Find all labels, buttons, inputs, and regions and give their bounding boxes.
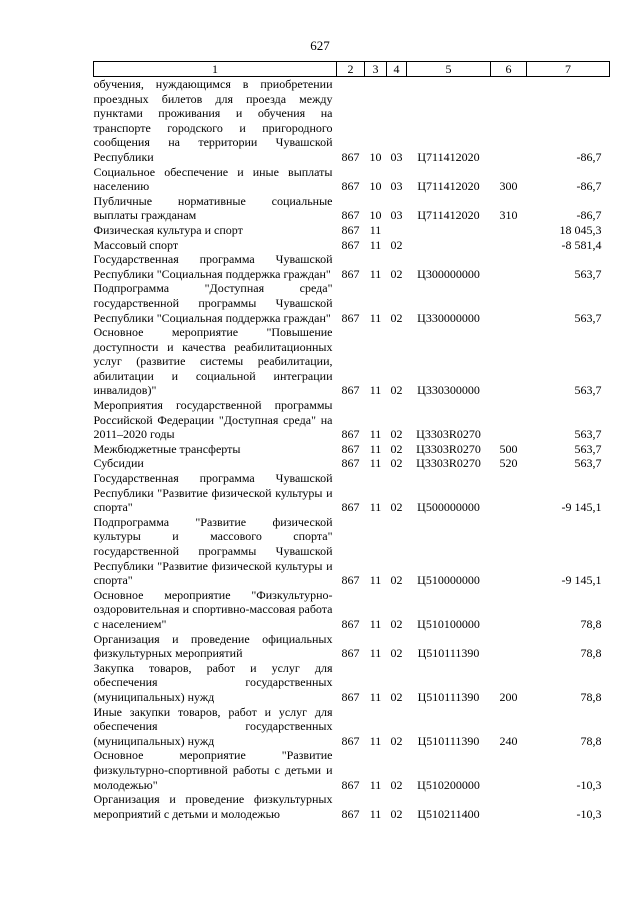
column-header: 2 xyxy=(337,62,365,77)
cell-ministry-code: 867 xyxy=(341,616,360,631)
cell-ministry-code: 867 xyxy=(341,777,360,792)
cell-section-code: 11 xyxy=(369,237,382,252)
column-header: 6 xyxy=(491,62,527,77)
cell-amount: -9 145,1 xyxy=(561,573,602,588)
cell-target-article: Ц3303R0270 xyxy=(416,441,481,456)
cell-ministry-code: 867 xyxy=(341,310,360,325)
column-header: 4 xyxy=(387,62,407,77)
cell-description: Государственная программа Чувашской Республики "Развитие физической культуры и спорта" xyxy=(93,471,333,515)
cell-subsection-code: 02 xyxy=(390,441,403,456)
cell-section-code: 11 xyxy=(369,266,382,281)
cell-description: Публичные нормативные социальные выплаты гражданам xyxy=(93,193,333,223)
cell-expense-type xyxy=(491,223,527,238)
cell-amount: -10,3 xyxy=(576,806,602,821)
cell-description: Закупка товаров, работ и услуг для обеспечения государственных (муниципальных) нужд xyxy=(93,660,333,704)
cell-ministry-code: 867 xyxy=(341,383,360,398)
cell-subsection-code: 03 xyxy=(390,179,403,194)
table-row xyxy=(94,661,610,705)
cell-section-code: 10 xyxy=(369,208,382,223)
cell-target-article: Ц510111390 xyxy=(417,733,480,748)
cell-expense-type: 240 xyxy=(499,733,518,748)
cell-subsection-code: 02 xyxy=(390,266,403,281)
cell-target-article: Ц510000000 xyxy=(417,573,480,588)
cell-amount: -86,7 xyxy=(576,208,602,223)
cell-description: Государственная программа Чувашской Республики "Социальная поддержка граждан" xyxy=(93,252,333,281)
cell-amount: -8 581,4 xyxy=(561,237,602,252)
cell-subsection-code: 02 xyxy=(390,427,403,442)
cell-section-code: 11 xyxy=(369,806,382,821)
cell-target-article: Ц500000000 xyxy=(417,500,480,515)
cell-subsection-code: 02 xyxy=(390,733,403,748)
cell-ministry-code: 867 xyxy=(341,222,360,237)
cell-subsection-code: 02 xyxy=(390,777,403,792)
cell-target-article: Ц711412020 xyxy=(417,149,480,164)
cell-ministry-code: 867 xyxy=(341,500,360,515)
cell-amount: 78,8 xyxy=(580,616,602,631)
table-row xyxy=(94,792,610,821)
cell-target-article: Ц330300000 xyxy=(417,383,480,398)
cell-expense-type xyxy=(491,325,527,398)
cell-expense-type: 300 xyxy=(499,179,518,194)
table-row xyxy=(94,238,610,253)
cell-target-article: Ц3303R0270 xyxy=(416,427,481,442)
table-row xyxy=(94,165,610,194)
cell-subsection-code: 02 xyxy=(390,573,403,588)
cell-target-article: Ц510100000 xyxy=(417,616,480,631)
cell-ministry-code: 867 xyxy=(341,208,360,223)
table-body xyxy=(94,77,610,822)
budget-table xyxy=(93,61,610,821)
cell-ministry-code: 867 xyxy=(341,266,360,281)
cell-subsection-code: 03 xyxy=(390,149,403,164)
cell-description: Организация и проведение официальных физкультурных мероприятий xyxy=(93,631,333,661)
cell-section-code: 11 xyxy=(369,456,382,471)
cell-amount: 563,7 xyxy=(574,383,602,398)
cell-section-code: 11 xyxy=(369,616,382,631)
cell-ministry-code: 867 xyxy=(341,733,360,748)
cell-ministry-code: 867 xyxy=(341,149,360,164)
cell-expense-type xyxy=(491,588,527,632)
cell-amount: -86,7 xyxy=(576,179,602,194)
cell-expense-type: 520 xyxy=(499,456,518,471)
cell-section-code: 11 xyxy=(369,733,382,748)
cell-amount: 563,7 xyxy=(574,427,602,442)
table-row xyxy=(94,442,610,457)
table-row xyxy=(94,398,610,442)
cell-description: Организация и проведение физкультурных мероприятий с детьми и молодежью xyxy=(93,792,333,821)
cell-amount: 78,8 xyxy=(580,689,602,704)
cell-description: Субсидии xyxy=(93,456,144,471)
cell-ministry-code: 867 xyxy=(341,456,360,471)
cell-section-code: 10 xyxy=(369,179,382,194)
table-row xyxy=(94,456,610,471)
cell-description: Подпрограмма "Доступная среда" государственной программы Чувашской Республики "Социальная поддержка граждан" xyxy=(93,281,333,325)
cell-description: Основное мероприятие "Повышение доступности и качества реабилитационных услуг (развитие системы реабилитации, абилитации и социальной интеграции инвалидов)" xyxy=(93,325,333,398)
cell-description: Физическая культура и спорт xyxy=(93,222,243,237)
cell-expense-type xyxy=(491,792,527,821)
table-header xyxy=(94,62,610,77)
table-row xyxy=(94,194,610,223)
cell-expense-type xyxy=(491,281,527,325)
cell-description: Подпрограмма "Развитие физической культуры и массового спорта" государственной программы Чувашской Республики "Развитие физической культуры и спорта" xyxy=(93,514,333,588)
cell-target-article: Ц3303R0270 xyxy=(416,456,481,471)
cell-amount: 18 045,3 xyxy=(559,222,602,237)
cell-ministry-code: 867 xyxy=(341,441,360,456)
cell-amount: 78,8 xyxy=(580,646,602,661)
cell-amount: -10,3 xyxy=(576,777,602,792)
table-row xyxy=(94,705,610,749)
cell-target-article: Ц300000000 xyxy=(417,266,480,281)
cell-expense-type: 200 xyxy=(499,689,518,704)
cell-subsection-code: 02 xyxy=(390,646,403,661)
cell-ministry-code: 867 xyxy=(341,179,360,194)
cell-expense-type xyxy=(491,252,527,281)
cell-section-code: 11 xyxy=(369,500,382,515)
page-number: 627 xyxy=(310,38,330,53)
column-header: 7 xyxy=(527,62,610,77)
cell-amount: -9 145,1 xyxy=(561,500,602,515)
cell-amount: -86,7 xyxy=(576,149,602,164)
cell-target-article: Ц510200000 xyxy=(417,777,480,792)
header-row xyxy=(94,62,610,77)
cell-description: Мероприятия государственной программы Российской Федерации "Доступная среда" на 2011–2020 годы xyxy=(93,398,333,442)
cell-subsection-code xyxy=(387,223,407,238)
cell-ministry-code: 867 xyxy=(341,427,360,442)
cell-subsection-code: 02 xyxy=(390,616,403,631)
cell-target-article: Ц711412020 xyxy=(417,208,480,223)
cell-expense-type xyxy=(491,515,527,588)
cell-ministry-code: 867 xyxy=(341,646,360,661)
column-header: 5 xyxy=(407,62,491,77)
cell-target-article: Ц510111390 xyxy=(417,689,480,704)
table-row xyxy=(94,588,610,632)
cell-description: Социальное обеспечение и иные выплаты населению xyxy=(93,164,333,194)
cell-subsection-code: 02 xyxy=(390,806,403,821)
table-row xyxy=(94,281,610,325)
cell-target-article xyxy=(407,223,491,238)
cell-description: обучения, нуждающимся в приобретении проездных билетов для проезда между пунктами проживания и обучения на транспорте городского и пригородного сообщения на территории Чувашской Республики xyxy=(93,77,333,164)
cell-subsection-code: 03 xyxy=(390,208,403,223)
cell-section-code: 11 xyxy=(369,222,382,237)
table-row xyxy=(94,515,610,588)
table-row xyxy=(94,77,610,165)
table-row xyxy=(94,325,610,398)
cell-target-article: Ц330000000 xyxy=(417,310,480,325)
cell-section-code: 10 xyxy=(369,149,382,164)
cell-subsection-code: 02 xyxy=(390,310,403,325)
cell-section-code: 11 xyxy=(369,383,382,398)
cell-amount: 563,7 xyxy=(574,441,602,456)
column-header: 3 xyxy=(365,62,387,77)
cell-target-article: Ц510211400 xyxy=(417,806,480,821)
cell-description: Иные закупки товаров, работ и услуг для обеспечения государственных (муниципальных) нужд xyxy=(93,704,333,748)
cell-expense-type xyxy=(491,748,527,792)
cell-expense-type xyxy=(491,398,527,442)
cell-expense-type xyxy=(491,471,527,515)
cell-expense-type xyxy=(491,632,527,661)
cell-section-code: 11 xyxy=(369,310,382,325)
cell-expense-type: 310 xyxy=(499,208,518,223)
cell-ministry-code: 867 xyxy=(341,237,360,252)
cell-description: Основное мероприятие "Физкультурно-оздоровительная и спортивно-массовая работа с населением" xyxy=(93,587,333,631)
cell-subsection-code: 02 xyxy=(390,237,403,252)
cell-amount: 563,7 xyxy=(574,266,602,281)
table-row xyxy=(94,748,610,792)
table-row xyxy=(94,632,610,661)
table-row xyxy=(94,252,610,281)
cell-amount: 78,8 xyxy=(580,733,602,748)
cell-target-article: Ц510111390 xyxy=(417,646,480,661)
cell-amount: 563,7 xyxy=(574,456,602,471)
cell-section-code: 11 xyxy=(369,646,382,661)
cell-section-code: 11 xyxy=(369,689,382,704)
cell-ministry-code: 867 xyxy=(341,689,360,704)
cell-target-article xyxy=(407,238,491,253)
cell-amount: 563,7 xyxy=(574,310,602,325)
table-row xyxy=(94,223,610,238)
cell-subsection-code: 02 xyxy=(390,689,403,704)
cell-expense-type xyxy=(491,77,527,165)
table-row xyxy=(94,471,610,515)
cell-section-code: 11 xyxy=(369,777,382,792)
cell-description: Массовый спорт xyxy=(93,237,179,252)
cell-ministry-code: 867 xyxy=(341,806,360,821)
cell-ministry-code: 867 xyxy=(341,573,360,588)
cell-subsection-code: 02 xyxy=(390,456,403,471)
cell-expense-type: 500 xyxy=(499,441,518,456)
cell-description: Межбюджетные трансферты xyxy=(93,441,241,456)
cell-expense-type xyxy=(491,238,527,253)
cell-target-article: Ц711412020 xyxy=(417,179,480,194)
cell-section-code: 11 xyxy=(369,441,382,456)
column-header: 1 xyxy=(94,62,337,77)
cell-subsection-code: 02 xyxy=(390,500,403,515)
cell-section-code: 11 xyxy=(369,573,382,588)
cell-subsection-code: 02 xyxy=(390,383,403,398)
cell-section-code: 11 xyxy=(369,427,382,442)
cell-description: Основное мероприятие "Развитие физкультурно-спортивной работы с детьми и молодежью" xyxy=(93,748,333,792)
